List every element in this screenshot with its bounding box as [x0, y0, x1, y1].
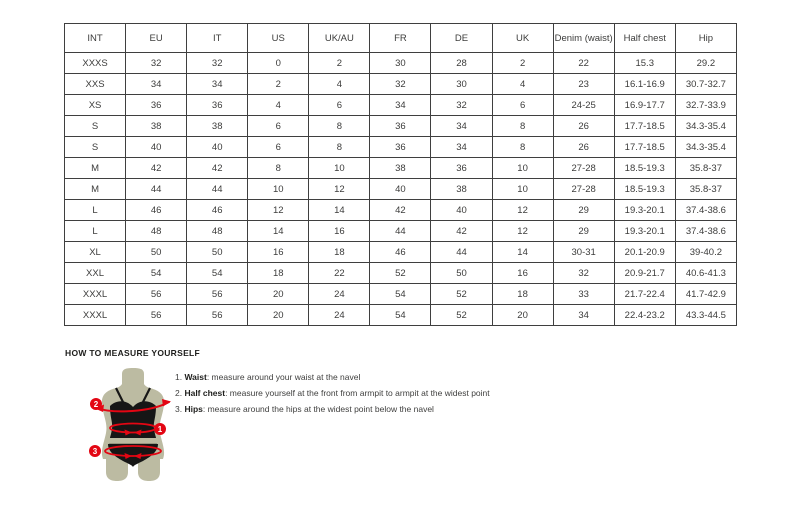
column-header: Denim (waist) [553, 24, 614, 53]
size-cell: 40.6-41.3 [675, 263, 736, 284]
table-row [65, 179, 737, 200]
size-cell: 46 [187, 200, 248, 221]
size-cell: 16 [248, 242, 309, 263]
size-cell: XXS [65, 74, 126, 95]
size-cell: 27-28 [553, 158, 614, 179]
size-cell: 33 [553, 284, 614, 305]
size-cell: 22 [553, 53, 614, 74]
size-cell: 44 [370, 221, 431, 242]
size-cell: 20.9-21.7 [614, 263, 675, 284]
size-cell: 34.3-35.4 [675, 137, 736, 158]
table-row [65, 95, 737, 116]
size-cell: 19.3-20.1 [614, 200, 675, 221]
size-cell: 16 [492, 263, 553, 284]
column-header: EU [126, 24, 187, 53]
size-cell: 22.4-23.2 [614, 305, 675, 326]
size-cell: 38 [187, 116, 248, 137]
size-cell: 36 [370, 116, 431, 137]
size-cell: 36 [187, 95, 248, 116]
size-cell: 32 [431, 95, 492, 116]
column-header: UK [492, 24, 553, 53]
size-cell: 54 [370, 284, 431, 305]
size-cell: 8 [309, 137, 370, 158]
size-cell: 29 [553, 200, 614, 221]
size-cell: 29 [553, 221, 614, 242]
badge-1-waist [154, 423, 166, 435]
size-cell: 2 [248, 74, 309, 95]
size-cell: 56 [187, 305, 248, 326]
size-cell: 36 [370, 137, 431, 158]
size-cell: 12 [309, 179, 370, 200]
size-cell: L [65, 200, 126, 221]
size-cell: 20 [248, 305, 309, 326]
size-cell: 16.1-16.9 [614, 74, 675, 95]
size-cell: 6 [248, 137, 309, 158]
size-cell: 34 [553, 305, 614, 326]
size-cell: 6 [309, 95, 370, 116]
size-cell: 40 [431, 200, 492, 221]
size-cell: 32 [126, 53, 187, 74]
size-cell: 10 [309, 158, 370, 179]
size-cell: XL [65, 242, 126, 263]
size-cell: 30 [431, 74, 492, 95]
size-cell: 28 [431, 53, 492, 74]
size-cell: M [65, 179, 126, 200]
size-cell: S [65, 116, 126, 137]
size-cell: 34 [126, 74, 187, 95]
step-number: 3. [175, 404, 185, 414]
size-cell: 34 [370, 95, 431, 116]
size-cell: 18 [248, 263, 309, 284]
size-cell: 10 [248, 179, 309, 200]
size-cell: 29.2 [675, 53, 736, 74]
table-row [65, 305, 737, 326]
size-cell: 48 [187, 221, 248, 242]
step-number: 2. [175, 388, 185, 398]
size-cell: XS [65, 95, 126, 116]
size-cell: 21.7-22.4 [614, 284, 675, 305]
size-cell: 8 [492, 116, 553, 137]
measure-section-title: HOW TO MEASURE YOURSELF [65, 348, 201, 358]
step-label: Waist [184, 372, 207, 382]
size-cell: 40 [126, 137, 187, 158]
size-cell: 32 [553, 263, 614, 284]
size-cell: 56 [126, 305, 187, 326]
size-cell: 24-25 [553, 95, 614, 116]
size-cell: 44 [431, 242, 492, 263]
size-cell: 46 [126, 200, 187, 221]
size-chart-table [64, 23, 737, 326]
table-row [65, 74, 737, 95]
column-header: FR [370, 24, 431, 53]
size-cell: 38 [126, 116, 187, 137]
size-cell: 46 [370, 242, 431, 263]
size-cell: 42 [187, 158, 248, 179]
size-cell: 56 [187, 284, 248, 305]
step-number: 1. [175, 372, 185, 382]
size-cell: 34 [187, 74, 248, 95]
size-cell: 16.9-17.7 [614, 95, 675, 116]
column-header: Hip [675, 24, 736, 53]
step-label: Half chest [184, 388, 226, 398]
size-cell: 2 [309, 53, 370, 74]
size-cell: 34 [431, 116, 492, 137]
size-cell: 34 [431, 137, 492, 158]
svg-text:3: 3 [92, 446, 98, 456]
size-cell: 6 [248, 116, 309, 137]
size-cell: 39-40.2 [675, 242, 736, 263]
size-cell: 17.7-18.5 [614, 137, 675, 158]
size-cell: 18 [309, 242, 370, 263]
size-cell: 6 [492, 95, 553, 116]
size-cell: M [65, 158, 126, 179]
size-cell: 24 [309, 284, 370, 305]
size-cell: 14 [248, 221, 309, 242]
svg-text:1: 1 [157, 424, 163, 434]
size-cell: 15.3 [614, 53, 675, 74]
size-cell: 8 [309, 116, 370, 137]
size-cell: 20 [492, 305, 553, 326]
size-cell: 50 [431, 263, 492, 284]
size-cell: 34.3-35.4 [675, 116, 736, 137]
size-cell: 27-28 [553, 179, 614, 200]
size-cell: 54 [187, 263, 248, 284]
size-cell: 50 [126, 242, 187, 263]
size-cell: 4 [492, 74, 553, 95]
size-cell: 18.5-19.3 [614, 158, 675, 179]
size-cell: 32 [370, 74, 431, 95]
step-text: : measure yourself at the front from armpit to armpit at the widest point [225, 388, 490, 398]
table-row [65, 284, 737, 305]
size-cell: 56 [126, 284, 187, 305]
size-cell: 36 [431, 158, 492, 179]
size-cell: 48 [126, 221, 187, 242]
measure-step-half-chest [175, 385, 490, 401]
size-cell: 37.4-38.6 [675, 221, 736, 242]
size-cell: 19.3-20.1 [614, 221, 675, 242]
size-cell: 37.4-38.6 [675, 200, 736, 221]
column-header: INT [65, 24, 126, 53]
size-cell: 42 [431, 221, 492, 242]
column-header: US [248, 24, 309, 53]
size-cell: 4 [248, 95, 309, 116]
size-cell: 12 [248, 200, 309, 221]
size-cell: 54 [126, 263, 187, 284]
step-label: Hips [184, 404, 203, 414]
size-cell: 14 [309, 200, 370, 221]
size-cell: XXL [65, 263, 126, 284]
measure-step-hips [175, 401, 490, 417]
size-cell: 12 [492, 200, 553, 221]
table-row [65, 137, 737, 158]
step-text: : measure around the hips at the widest point below the navel [202, 404, 434, 414]
step-text: : measure around your waist at the navel [206, 372, 361, 382]
column-header: UK/AU [309, 24, 370, 53]
size-cell: XXXL [65, 284, 126, 305]
size-cell: 16 [309, 221, 370, 242]
table-row [65, 242, 737, 263]
measure-step-waist [175, 369, 490, 385]
size-cell: 32.7-33.9 [675, 95, 736, 116]
measure-steps-list [175, 369, 490, 417]
table-row [65, 263, 737, 284]
mannequin-illustration [83, 366, 183, 498]
size-cell: 4 [309, 74, 370, 95]
size-cell: 52 [370, 263, 431, 284]
badge-3-hips [89, 445, 101, 457]
table-row [65, 221, 737, 242]
size-cell: 50 [187, 242, 248, 263]
size-cell: 38 [370, 158, 431, 179]
size-cell: 42 [126, 158, 187, 179]
size-cell: 52 [431, 305, 492, 326]
table-row [65, 116, 737, 137]
column-header: DE [431, 24, 492, 53]
size-cell: 54 [370, 305, 431, 326]
size-cell: 44 [187, 179, 248, 200]
size-cell: 26 [553, 116, 614, 137]
size-cell: 38 [431, 179, 492, 200]
size-cell: 40 [187, 137, 248, 158]
size-cell: 14 [492, 242, 553, 263]
size-chart-header [65, 24, 737, 53]
size-cell: 8 [248, 158, 309, 179]
size-cell: 30-31 [553, 242, 614, 263]
size-cell: 20 [248, 284, 309, 305]
svg-text:2: 2 [93, 399, 99, 409]
size-cell: 2 [492, 53, 553, 74]
size-cell: 35.8-37 [675, 179, 736, 200]
table-row [65, 158, 737, 179]
measurement-figure [83, 366, 183, 498]
size-cell: 8 [492, 137, 553, 158]
size-cell: 30 [370, 53, 431, 74]
size-cell: 18.5-19.3 [614, 179, 675, 200]
size-chart-body [65, 53, 737, 326]
size-cell: 10 [492, 158, 553, 179]
column-header: Half chest [614, 24, 675, 53]
size-cell: 17.7-18.5 [614, 116, 675, 137]
size-cell: 22 [309, 263, 370, 284]
size-cell: 36 [126, 95, 187, 116]
size-cell: 0 [248, 53, 309, 74]
size-cell: S [65, 137, 126, 158]
size-cell: 12 [492, 221, 553, 242]
table-row [65, 53, 737, 74]
size-cell: 26 [553, 137, 614, 158]
size-cell: XXXL [65, 305, 126, 326]
size-cell: 42 [370, 200, 431, 221]
size-cell: 18 [492, 284, 553, 305]
size-cell: 23 [553, 74, 614, 95]
size-cell: 35.8-37 [675, 158, 736, 179]
size-cell: L [65, 221, 126, 242]
size-cell: 30.7-32.7 [675, 74, 736, 95]
size-cell: 10 [492, 179, 553, 200]
size-cell: 43.3-44.5 [675, 305, 736, 326]
size-cell: 41.7-42.9 [675, 284, 736, 305]
size-cell: XXXS [65, 53, 126, 74]
badge-2-half-chest [90, 398, 102, 410]
size-cell: 52 [431, 284, 492, 305]
size-cell: 40 [370, 179, 431, 200]
size-cell: 44 [126, 179, 187, 200]
column-header: IT [187, 24, 248, 53]
size-cell: 32 [187, 53, 248, 74]
table-row [65, 200, 737, 221]
size-chart-head-row [65, 24, 737, 53]
size-cell: 24 [309, 305, 370, 326]
size-cell: 20.1-20.9 [614, 242, 675, 263]
